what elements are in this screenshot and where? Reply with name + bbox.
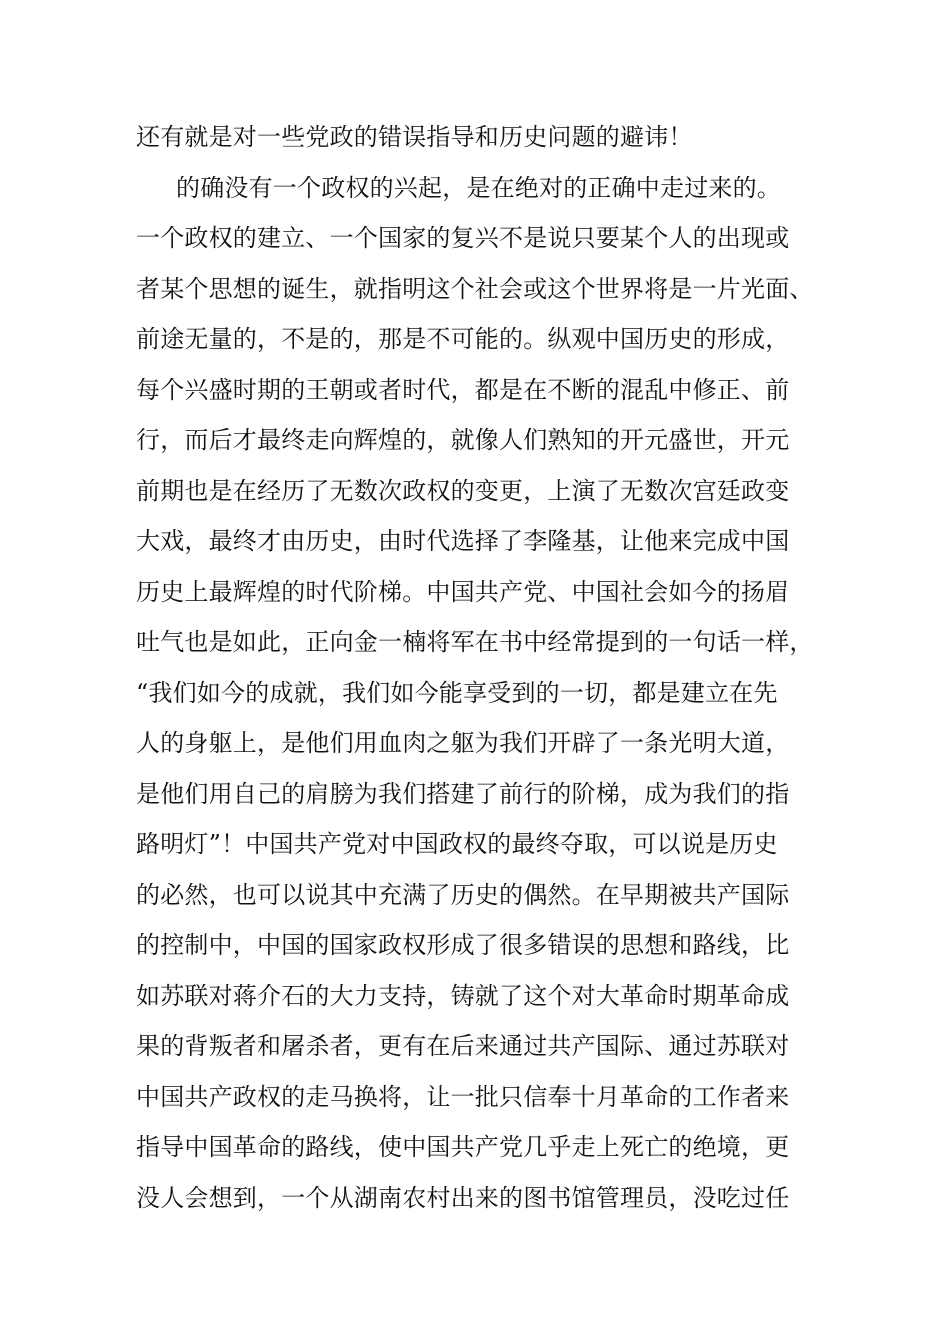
text-line: 中国共产政权的走马换将，让一批只信奉十月革命的工作者来 [136,1082,790,1111]
text-line: 每个兴盛时期的王朝或者时代，都是在不断的混乱中修正、前 [136,375,790,404]
paragraph-first-line: 的确没有一个政权的兴起，是在绝对的正确中走过来的。 [176,173,781,202]
text-line: 的控制中，中国的国家政权形成了很多错误的思想和路线，比 [136,931,790,959]
body-text [136,112,856,1223]
text-line: 果的背叛者和屠杀者，更有在后来通过共产国际、通过苏联对 [136,1032,790,1060]
text-line: 路明灯”！中国共产党对中国政权的最终夺取，可以说是历史 [136,830,778,858]
text-line: 是他们用自己的肩膀为我们搭建了前行的阶梯，成为我们的指 [136,779,790,808]
text-line: 历史上最辉煌的时代阶梯。中国共产党、中国社会如今的扬眉 [136,577,790,606]
text-line: 的必然，也可以说其中充满了历史的偶然。在早期被共产国际 [136,880,790,909]
text-line: 还有就是对一些党政的错误指导和历史问题的避讳！ [136,123,693,151]
text-line: 者某个思想的诞生，就指明这个社会或这个世界将是一片光面、 [136,274,814,303]
text-line: 人的身躯上，是他们用血肉之躯为我们开辟了一条光明大道， [136,729,790,757]
text-line: 如苏联对蒋介石的大力支持，铸就了这个对大革命时期革命成 [136,981,790,1010]
text-line: 前途无量的，不是的，那是不可能的。纵观中国历史的形成， [136,325,790,353]
text-line: 指导中国革命的路线，使中国共产党几乎走上死亡的绝境，更 [136,1133,790,1161]
text-line: 吐气也是如此，正向金一楠将军在书中经常提到的一句话一样， [136,628,814,656]
text-line: 行，而后才最终走向辉煌的，就像人们熟知的开元盛世，开元 [136,426,790,454]
text-line: 一个政权的建立、一个国家的复兴不是说只要某个人的出现或 [136,224,790,252]
text-line: 没人会想到，一个从湖南农村出来的图书馆管理员，没吃过任 [136,1183,790,1212]
text-line: 前期也是在经历了无数次政权的变更，上演了无数次宫廷政变 [136,476,790,505]
text-line: “我们如今的成就，我们如今能享受到的一切，都是建立在先 [136,678,778,707]
text-line: 大戏，最终才由历史，由时代选择了李隆基，让他来完成中国 [136,527,790,555]
